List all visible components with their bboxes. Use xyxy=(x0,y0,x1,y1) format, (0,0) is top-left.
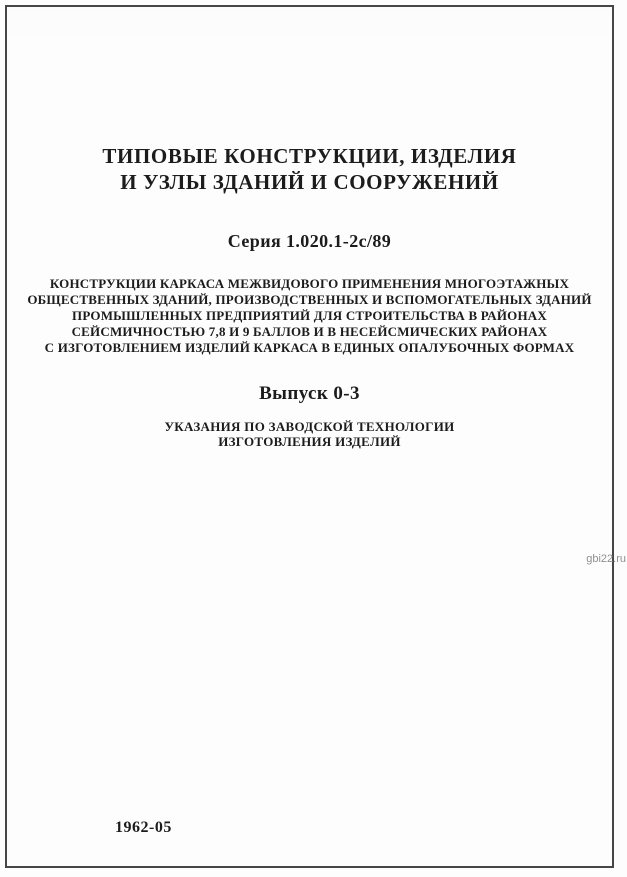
document-description xyxy=(7,276,612,356)
issue-label: Выпуск 0-3 xyxy=(259,383,360,404)
description-line: С ИЗГОТОВЛЕНИЕМ ИЗДЕЛИЙ КАРКАСА В ЕДИНЫХ ОПАЛУБОЧНЫХ ФОРМАХ xyxy=(44,340,575,355)
series-label: Серия 1.020.1-2с/89 xyxy=(227,231,392,251)
description-line: СЕЙСМИЧНОСТЬЮ 7,8 И 9 БАЛЛОВ И В НЕСЕЙСМИЧЕСКИХ РАЙОНАХ xyxy=(71,324,548,339)
document-title-line2: И УЗЛЫ ЗДАНИЙ И СООРУЖЕНИЙ xyxy=(120,170,499,194)
document-subtitle-line2: ИЗГОТОВЛЕНИЯ ИЗДЕЛИЙ xyxy=(218,434,401,449)
site-watermark: gbi22.ru xyxy=(586,553,626,565)
document-title xyxy=(7,143,612,195)
document-title-line1: ТИПОВЫЕ КОНСТРУКЦИИ, ИЗДЕЛИЯ xyxy=(102,144,517,168)
document-subtitle xyxy=(7,419,612,449)
catalog-number: 1962-05 xyxy=(115,819,172,836)
page-frame xyxy=(5,5,614,868)
description-line: КОНСТРУКЦИИ КАРКАСА МЕЖВИДОВОГО ПРИМЕНЕНИЯ МНОГОЭТАЖНЫХ xyxy=(49,276,570,291)
description-line: ОБЩЕСТВЕННЫХ ЗДАНИЙ, ПРОИЗВОДСТВЕННЫХ И ВСПОМОГАТЕЛЬНЫХ ЗДАНИЙ xyxy=(27,292,592,307)
description-line: ПРОМЫШЛЕННЫХ ПРЕДПРИЯТИЙ ДЛЯ СТРОИТЕЛЬСТВА В РАЙОНАХ xyxy=(72,308,547,323)
document-subtitle-line1: УКАЗАНИЯ ПО ЗАВОДСКОЙ ТЕХНОЛОГИИ xyxy=(164,419,455,434)
